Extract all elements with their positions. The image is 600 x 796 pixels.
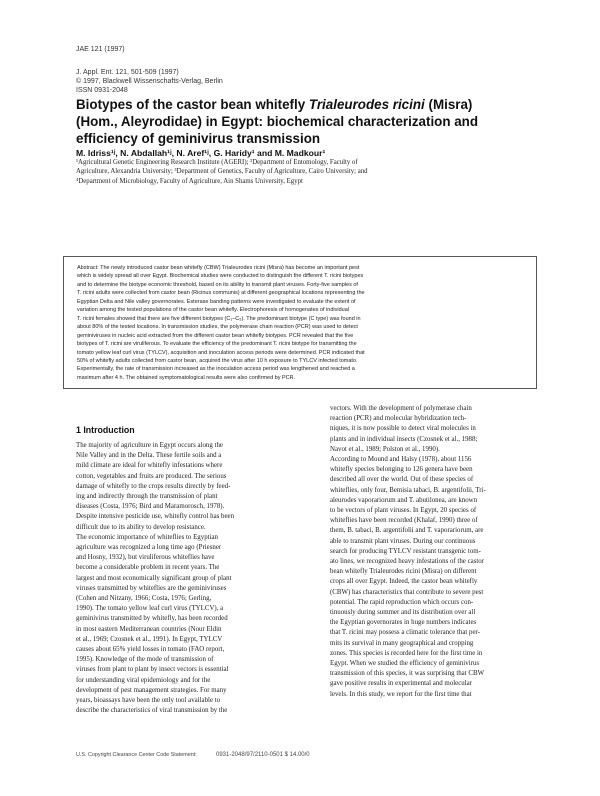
- body-line: bean whitefly Trialeurodes ricini (Misra) on different: [330, 568, 477, 576]
- body-line: levels. In this study, we report for the first time that: [330, 690, 472, 698]
- body-line: cotton, vegetables and fruits are produced. The serious: [76, 472, 227, 480]
- title-line-1: Biotypes of the castor bean whitefly Trialeurodes ricini (Misra): [76, 97, 473, 112]
- abstract-line: Experimentally, the rate of transmission increased as the inoculation access period was lengthened and reached a: [77, 366, 355, 373]
- body-line: et al., 1969; Czosnek et al., 1991). In Egypt, TYLCV: [76, 635, 223, 643]
- affiliation-line: Agriculture, Alexandria University; ³Department of Genetics, Faculty of Agriculture, Cairo University; and: [76, 168, 368, 176]
- body-line: that T. ricini may possess a climatic tolerance that per-: [330, 629, 480, 637]
- affiliation-line: ¹Agricultural Genetic Engineering Research Institute (AGERI); ²Department of Entomology, Faculty of: [76, 159, 358, 166]
- body-line: mits its survival in many geographical and cropping: [330, 639, 474, 647]
- copyright-note: U.S. Copyright Clearance Center Code Statement:: [76, 752, 197, 758]
- body-line: zones. This species is recorded here for the first time in: [330, 649, 483, 657]
- body-line: for understanding viral epidemiology and for the: [76, 676, 211, 684]
- abstract-line: variation among the tested populations of the castor bean whitefly. Electrophoresis of homogenates of individual: [77, 307, 350, 314]
- body-line: vectors. With the development of polymerase chain: [330, 405, 472, 412]
- right-column: [330, 404, 540, 700]
- body-line: causes about 65% yield losses in tomato (FAO report,: [76, 646, 225, 654]
- body-line: agriculture was recognized a long time ago (Priesner: [76, 544, 222, 552]
- abstract-line: geminiviruses in nucleic acid extracted from the different castor bean whitefly biotypes. PCR revealed that the five: [77, 332, 354, 339]
- body-line: whiteflies, only four, Bemisia tabaci, B. argentifolii, Tri-: [330, 486, 486, 494]
- body-line: whiteflies have been recorded (Khalaf, 1990) three of: [330, 517, 478, 525]
- abstract-line: biotypes of T. ricini are viruliferous. To evaluate the efficiency of the predominant T. ricini biotype for transmitting the: [77, 341, 357, 348]
- abstract-line: about 80% of the tested locations. In transmission studies, the polymerase chain reaction (PCR) was used to detect: [77, 324, 358, 331]
- body-line: whitefly species belonging to 126 genera have been: [330, 466, 473, 474]
- title-species: Trialeurodes ricini: [308, 97, 425, 112]
- body-line: According to Mound and Halsy (1978), about 1156: [330, 456, 472, 464]
- body-line: (Cohen and Nitzany, 1966; Costa, 1976; Gerling,: [76, 595, 212, 603]
- body-line: the Egyptian governorates in huge numbers indicates: [330, 619, 477, 627]
- body-line: to be vectors of plant viruses. In Egypt, 20 species of: [330, 507, 477, 515]
- body-line: The economic importance of whiteflies to Egyptian: [76, 533, 218, 541]
- body-line: crops all over Egypt. Indeed, the castor bean whitefly: [330, 578, 478, 586]
- copyright-code: 0931-2048/97/2110-0501 $ 14.00/0: [216, 752, 310, 758]
- left-column: [76, 404, 286, 716]
- body-line: Nile Valley and in the Delta. These fertile soils and a: [76, 452, 222, 460]
- body-line: (CBW) has characteristics that contribute to severe pest: [330, 588, 484, 596]
- body-line: 1990). The tomato yellow leaf curl virus (TYLCV), a: [76, 605, 224, 613]
- body-line: geminivirus transmitted by whitefly, has been recorded: [76, 615, 228, 623]
- body-line: largest and most economically significant group of plant: [76, 574, 232, 582]
- abstract-line: Egyptian Delta and Nile valley governorates. Esterase banding patterns were investigated to evaluate the extent of: [77, 298, 356, 305]
- author-list: M. Idriss¹ʲ, N. Abdallah¹ʲ, N. Aref¹ʲ, G. Haridy¹ and M. Madkour¹: [76, 148, 326, 158]
- abstract-line: and to determine the biotype economic threshold, based on its ability to transmit plant viruses. Forty-five samples of: [77, 281, 358, 288]
- body-line: diseases (Costa, 1976; Bird and Maramorosch, 1978).: [76, 503, 225, 511]
- body-line: difficult due to its ability to develop resistance.: [76, 523, 206, 531]
- citation-line: ISSN 0931-2048: [76, 87, 128, 94]
- body-line: 1995). Knowledge of the mode of transmission of: [76, 656, 214, 664]
- abstract-line: Abstract: The newly introduced castor bean whitefly (CBW) Trialeurodes ricini (Misra) has become an important pest: [77, 265, 360, 271]
- body-line: tinuously during summer and its distribution over all: [330, 609, 476, 617]
- body-line: Egypt. When we studied the efficiency of geminivirus: [330, 660, 480, 668]
- abstract-line: T. ricini adults were collected from castor bean (Ricinus communis) at different geographical locations representing the: [77, 290, 365, 297]
- affiliations: [76, 158, 536, 186]
- body-line: Navot et al., 1989; Polston et al., 1990).: [330, 445, 440, 453]
- body-line: plants and in individual insects (Czosnek et al., 1988;: [330, 435, 478, 443]
- body-line: ing and indirectly through the transmission of plant: [76, 493, 218, 501]
- body-line: development of pest management strategies. For many: [76, 686, 227, 694]
- citation-line: J. Appl. Ent. 121, 501-509 (1997): [76, 69, 179, 76]
- citation-block: [76, 68, 223, 95]
- body-line: damage of whitefly to the crops results directly by feed-: [76, 482, 231, 490]
- abstract-line: T. ricini females showed that there are five different biotypes (C₁–C₅). The predominant biotype (C type) was found in: [77, 315, 361, 322]
- body-line: Despite intensive pesticide use, whitefly control has been: [76, 513, 235, 521]
- body-line: in most eastern Mediterranean countries (Nour Eldin: [76, 625, 222, 633]
- paper-title: [76, 96, 526, 147]
- journal-short-label: JAE 121 (1997): [76, 46, 125, 53]
- body-line: The majority of agriculture in Egypt occurs along the: [76, 442, 223, 449]
- body-line: viruses transmitted by whiteflies are the geminiviruses: [76, 584, 227, 592]
- citation-line: © 1997, Blackwell Wissenschafts-Verlag, Berlin: [76, 78, 223, 85]
- body-line: mild climate are ideal for whitefly infestations where: [76, 462, 223, 470]
- abstract-box: [63, 256, 537, 389]
- body-line: niques, it is now possible to detect viral molecules in: [330, 425, 476, 433]
- body-line: them, B. tabaci, B. argentifolii and T. vaporariorum, are: [330, 527, 484, 535]
- introduction-heading: 1 Introduction: [76, 425, 135, 435]
- title-line-2: (Hom., Aleyrodidae) in Egypt: biochemical characterization and: [76, 114, 479, 129]
- abstract-line: tomato yellow leaf curl virus (TYLCV), acquisition and inoculation access periods were determined. PCR indicated that: [77, 349, 365, 356]
- body-line: described all over the world. Out of these species of: [330, 476, 474, 484]
- abstract-line: 50% of whitefly adults collected from castor bean, acquired the virus after 10 h exposure to TYLCV infected tomato.: [77, 357, 358, 364]
- body-line: viruses from plant to plant by insect vectors is essential: [76, 666, 229, 674]
- body-line: reaction (PCR) and molecular hybridization tech-: [330, 415, 467, 423]
- body-line: become a considerable problem in recent years. The: [76, 564, 220, 572]
- body-line: years, bioassays have been the only tool available to: [76, 697, 221, 705]
- body-line: and Hosny, 1932), but viruliferous whiteflies have: [76, 554, 215, 562]
- body-line: able to transmit plant viruses. During our continuous: [330, 537, 476, 545]
- body-line: describe the characteristics of viral transmission by the: [76, 707, 228, 715]
- body-line: aleurodes vaporariorum and T. abutilonea, are known: [330, 496, 478, 504]
- body-line: potential. The rapid reproduction which occurs con-: [330, 598, 474, 606]
- abstract-line: which is widely spread all over Egypt. Biochemical studies were conducted to distinguish the different T. ricini biotypes: [77, 273, 364, 280]
- affiliation-line: ⁴Department of Microbiology, Faculty of Agriculture, Ain Shams University, Egypt: [76, 177, 303, 185]
- title-line-3: efficiency of geminivirus transmission: [76, 131, 321, 146]
- abstract-line: maximum after 4 h. The obtained symptomatological results were also confirmed by PCR.: [77, 374, 296, 381]
- body-line: search for producing TYLCV resistant transgenic tom-: [330, 547, 481, 555]
- body-line: gave positive results in experimental and molecular: [330, 680, 472, 688]
- body-line: transmission of this species, it was surprising that CBW: [330, 670, 485, 678]
- body-line: ato lines, we recognized heavy infestations of the castor: [330, 558, 485, 566]
